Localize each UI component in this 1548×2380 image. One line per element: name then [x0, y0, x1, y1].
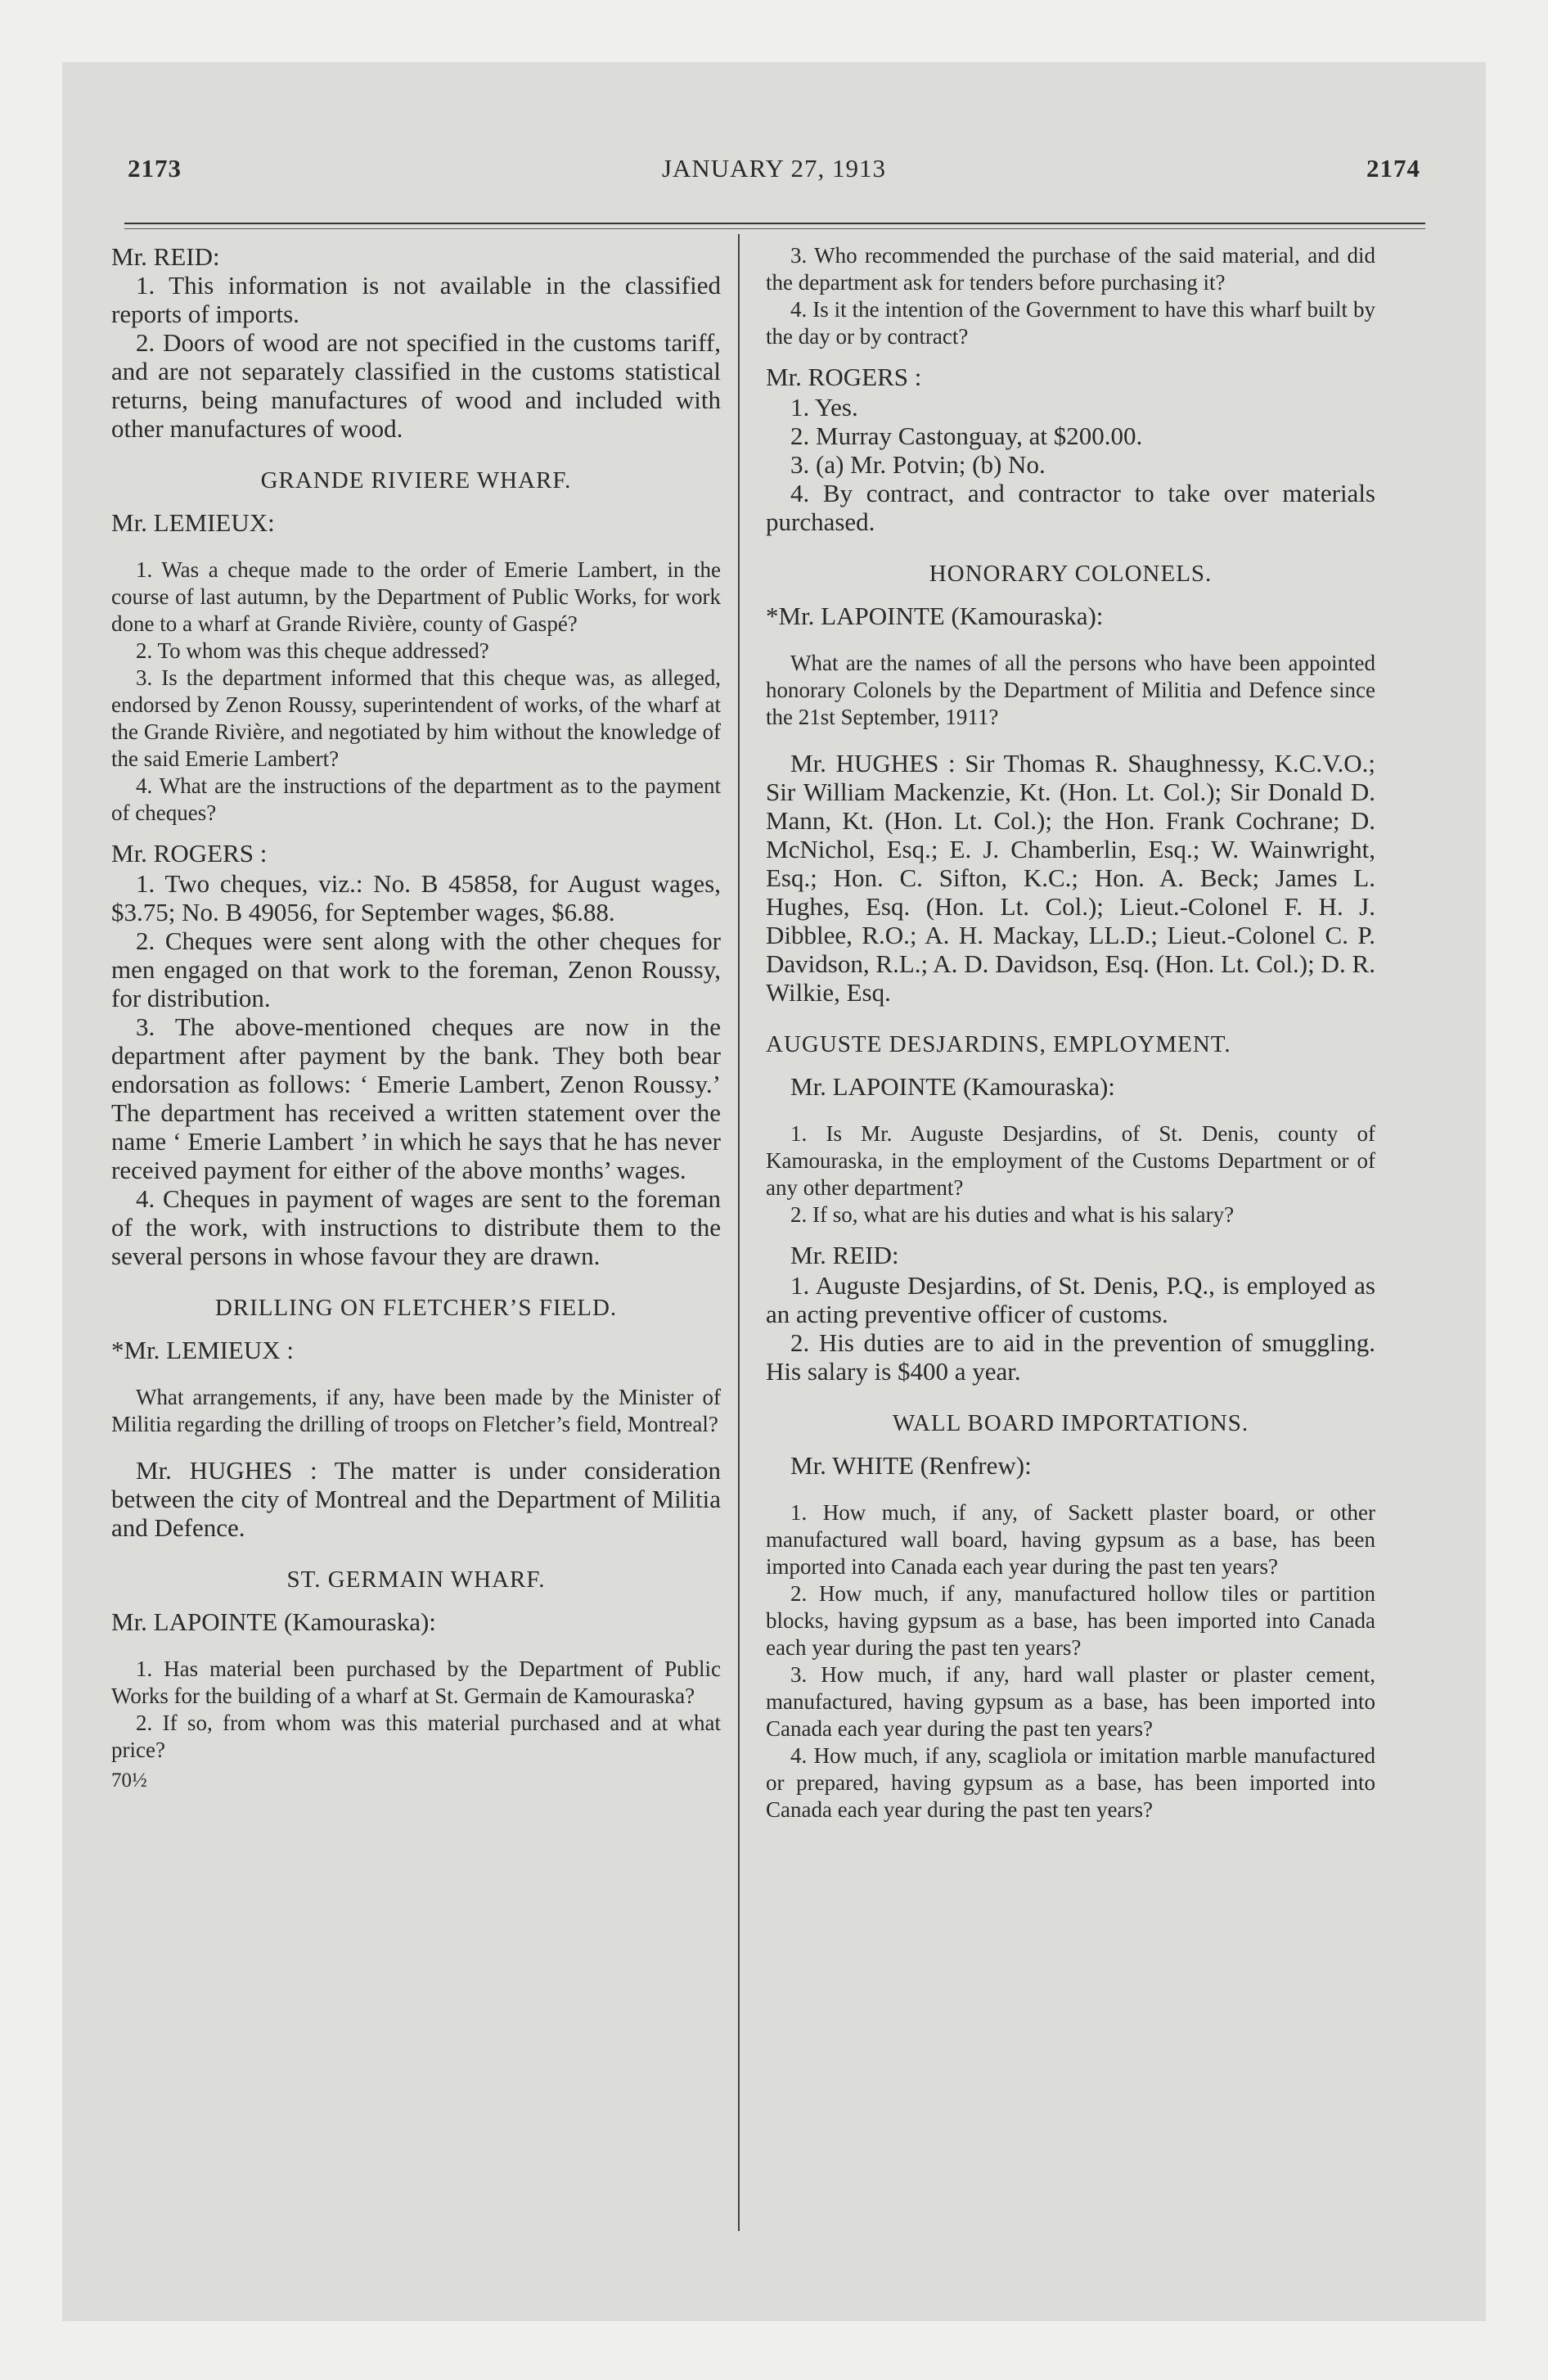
question-paragraph: 1. How much, if any, of Sackett plaster board, or other manufactured wall board, having gypsum as a base, has been imported into Canada each year during the past ten years? [766, 1500, 1375, 1579]
answer-paragraph: Mr. HUGHES : Sir Thomas R. Shaughnessy, K.C.V.O.; Sir William Mackenzie, Kt. (Hon. Lt. Col.); Sir Donald D. Mann, Kt. (Hon. Lt. Col.); the Hon. Frank Cochrane; D. McNichol, Esq.; E. J. Chamberlin, Esq.; W. Wainwright, Esq.; Hon. C. Sifton, K.C.; Hon. A. Beck; James L. Hughes, Esq. (Hon. Lt. Col.); Lieut.-Colonel F. H. J. Dibblee, R.O.; A. H. Mackay, LL.D.; Lieut.-Colonel C. P. Davidson, R.L.; A. D. Davidson, Esq. (Hon. Lt. Col.); D. R. Wilkie, Esq. [766, 749, 1375, 1007]
page-header [62, 154, 1486, 195]
answer-paragraph: 4. By contract, and contractor to take over materials purchased. [766, 479, 1375, 536]
answer-paragraph: 3. (a) Mr. Potvin; (b) No. [790, 450, 1046, 479]
speaker-lemieux: *Mr. LEMIEUX : [111, 1336, 295, 1364]
question-paragraph: 2. How much, if any, manufactured hollow tiles or partition blocks, having gypsum as a base, has been imported into Canada each year during the past ten years? [766, 1581, 1375, 1660]
section-heading: HONORARY COLONELS. [929, 561, 1213, 587]
speaker-reid: Mr. REID: [111, 242, 220, 271]
answer-paragraph: Mr. HUGHES : The matter is under consideration between the city of Montreal and the Department of Militia and Defence. [111, 1456, 721, 1542]
speaker-rogers: Mr. ROGERS : [111, 839, 268, 868]
section-heading: WALL BOARD IMPORTATIONS. [892, 1410, 1249, 1436]
question-paragraph: What are the names of all the persons who have been appointed honorary Colonels by the Department of Militia and Defence since the 21st September, 1911? [766, 651, 1375, 729]
question-paragraph: 4. Is it the intention of the Government to have this wharf built by the day or by contract? [766, 297, 1375, 349]
answer-paragraph: 1. Yes. [790, 393, 858, 421]
answer-paragraph: 2. Cheques were sent along with the other cheques for men engaged on that work to the foreman, Zenon Roussy, for distribution. [111, 926, 721, 1012]
page-number-right: 2174 [1366, 154, 1420, 183]
question-paragraph: What arrangements, if any, have been made by the Minister of Militia regarding the drilling of troops on Fletcher’s field, Montreal? [111, 1385, 721, 1436]
answer-paragraph: 1. This information is not available in the classified reports of imports. [111, 271, 721, 328]
answer-paragraph: 2. Doors of wood are not specified in the customs tariff, and are not separately classified in the customs statistical returns, being manufactures of wood and included with other manufactures of wood. [111, 328, 721, 443]
speaker-white: Mr. WHITE (Renfrew): [790, 1451, 1032, 1480]
answer-paragraph: 3. The above-mentioned cheques are now in the department after payment by the bank. They both bear endorsation as follows: ‘ Emerie Lambert, Zenon Roussy.’ The department has received a written statement over the name ‘ Emerie Lambert ’ in which he says that he has never received payment for either of the above months’ wages. [111, 1012, 721, 1184]
answer-paragraph: 2. Murray Castonguay, at $200.00. [790, 421, 1143, 450]
answer-paragraph: 1. Two cheques, viz.: No. B 45858, for August wages, $3.75; No. B 49056, for September wages, $6.88. [111, 869, 721, 926]
question-paragraph: 1. Was a cheque made to the order of Emerie Lambert, in the course of last autumn, by the Department of Public Works, for work done to a wharf at Grande Rivière, county of Gaspé? [111, 557, 721, 636]
section-heading: GRANDE RIVIERE WHARF. [260, 467, 572, 494]
question-paragraph: 4. How much, if any, scagliola or imitation marble manufactured or prepared, having gypsum as a base, has been imported into Canada each year during the past ten years? [766, 1743, 1375, 1822]
section-heading: AUGUSTE DESJARDINS, EMPLOYMENT. [766, 1031, 1231, 1057]
question-paragraph: 3. Is the department informed that this cheque was, as alleged, endorsed by Zenon Roussy, superintendent of works, of the wharf at the Grande Rivière, and negotiated by him without the knowledge of the said Emerie Lambert? [111, 665, 721, 771]
speaker-reid: Mr. REID: [790, 1241, 899, 1269]
question-paragraph: 2. To whom was this cheque addressed? [136, 638, 489, 663]
speaker-lemieux: Mr. LEMIEUX: [111, 508, 275, 537]
question-paragraph: 3. How much, if any, hard wall plaster or plaster cement, manufactured, having gypsum as a base, has been imported into Canada each year during the past ten years? [766, 1662, 1375, 1741]
page-number-left: 2173 [128, 154, 182, 183]
section-heading: DRILLING ON FLETCHER’S FIELD. [214, 1295, 618, 1321]
section-heading: ST. GERMAIN WHARF. [286, 1566, 546, 1593]
column-divider [738, 234, 740, 2231]
answer-paragraph: 4. Cheques in payment of wages are sent to the foreman of the work, with instructions to distribute them to the several persons in whose favour they are drawn. [111, 1184, 721, 1270]
speaker-lapointe: Mr. LAPOINTE (Kamouraska): [111, 1607, 436, 1636]
right-column [766, 242, 1375, 1823]
speaker-lapointe: *Mr. LAPOINTE (Kamouraska): [766, 602, 1104, 630]
question-paragraph: 2. If so, what are his duties and what is his salary? [790, 1202, 1235, 1227]
answer-paragraph: 1. Auguste Desjardins, of St. Denis, P.Q., is employed as an acting preventive officer of customs. [766, 1271, 1375, 1328]
speaker-rogers: Mr. ROGERS : [766, 363, 922, 391]
document-page [62, 62, 1486, 2321]
question-paragraph: 3. Who recommended the purchase of the said material, and did the department ask for tenders before purchasing it? [766, 243, 1375, 295]
header-rule [124, 223, 1425, 229]
signature-mark: 70½ [111, 1769, 147, 1792]
question-paragraph: 4. What are the instructions of the department as to the payment of cheques? [111, 773, 721, 825]
page-date: JANUARY 27, 1913 [661, 154, 887, 183]
question-paragraph: 1. Is Mr. Auguste Desjardins, of St. Denis, county of Kamouraska, in the employment of the Customs Department or of any other department? [766, 1121, 1375, 1200]
question-paragraph: 2. If so, from whom was this material purchased and at what price? [111, 1711, 721, 1762]
answer-paragraph: 2. His duties are to aid in the prevention of smuggling. His salary is $400 a year. [766, 1328, 1375, 1386]
speaker-lapointe: Mr. LAPOINTE (Kamouraska): [790, 1072, 1115, 1101]
left-column [111, 242, 721, 1794]
question-paragraph: 1. Has material been purchased by the Department of Public Works for the building of a wharf at St. Germain de Kamouraska? [111, 1657, 721, 1708]
